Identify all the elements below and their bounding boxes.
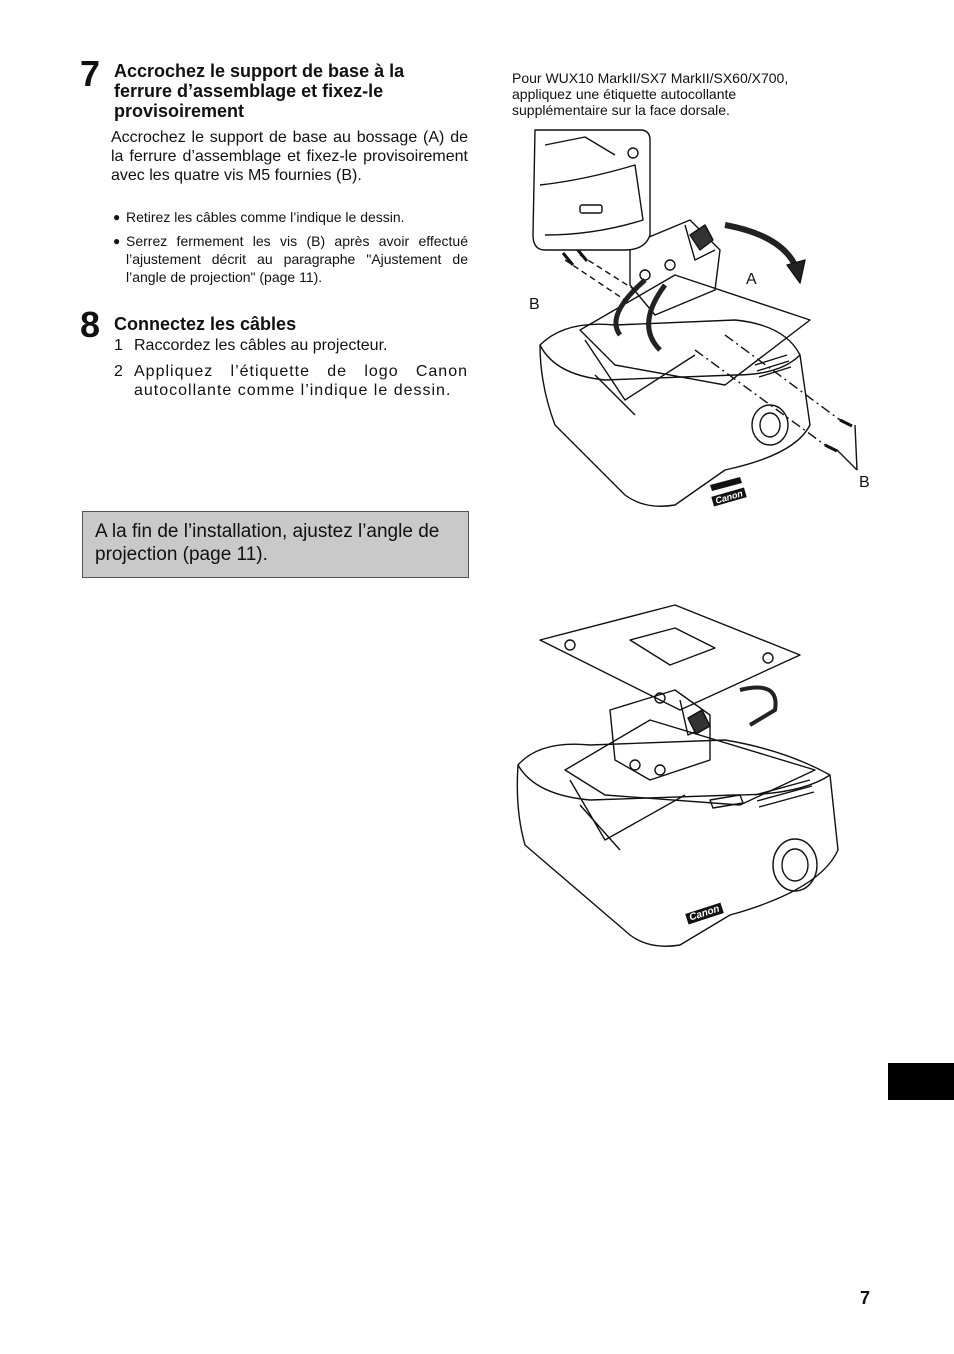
bullet-text: Retirez les câbles comme l’indique le dessin. [126, 209, 405, 225]
bullet-icon: ● [113, 210, 121, 224]
step-7-title: Accrochez le support de base à la ferrure d’assemblage et fixez-le provisoirement [114, 61, 405, 121]
page-number: 7 [860, 1288, 871, 1308]
figure-1-illustration [525, 125, 880, 525]
list-item [114, 336, 468, 355]
bullet-text: Serrez fermement les vis (B) après avoir effectué l’ajustement décrit au paragraphe "Ajustement de l’angle de projection" (page 11). [126, 233, 468, 285]
item-number: 2 [114, 363, 124, 380]
section-tab [888, 1063, 954, 1100]
figure-2-illustration [510, 600, 850, 960]
callout-b-right: B [859, 474, 870, 491]
callout-b-left: B [529, 296, 540, 313]
item-text: Raccordez les câbles au projecteur. [134, 337, 388, 354]
canon-logo-2: Canon [685, 903, 724, 925]
item-text: Appliquez l’étiquette de logo Canon autocollante comme l’indique le dessin. [134, 363, 468, 399]
step-8-list [114, 336, 468, 400]
callout-a: A [746, 271, 757, 288]
step-7-bullet-list [113, 208, 468, 286]
figure-1-caption: Pour WUX10 MarkII/SX7 MarkII/SX60/X700, appliquez une étiquette autocollante supplémentaire sur la face dorsale. [512, 70, 789, 118]
list-item [113, 232, 468, 286]
step-8-title: Connectez les câbles [114, 314, 297, 334]
bullet-icon: ● [113, 234, 121, 248]
list-item [114, 362, 468, 400]
note-box: A la fin de l’installation, ajustez l’angle de projection (page 11). [82, 511, 469, 578]
item-number: 1 [114, 337, 123, 354]
step-8-number: 8 [80, 304, 101, 345]
step-7-number: 7 [80, 53, 101, 94]
list-item [113, 208, 468, 226]
step-7-body: Accrochez le support de base au bossage (A) de la ferrure d’assemblage et fixez-le provisoirement avec les quatre vis M5 fournies (B). [111, 129, 468, 184]
canon-logo: Canon [711, 488, 746, 507]
